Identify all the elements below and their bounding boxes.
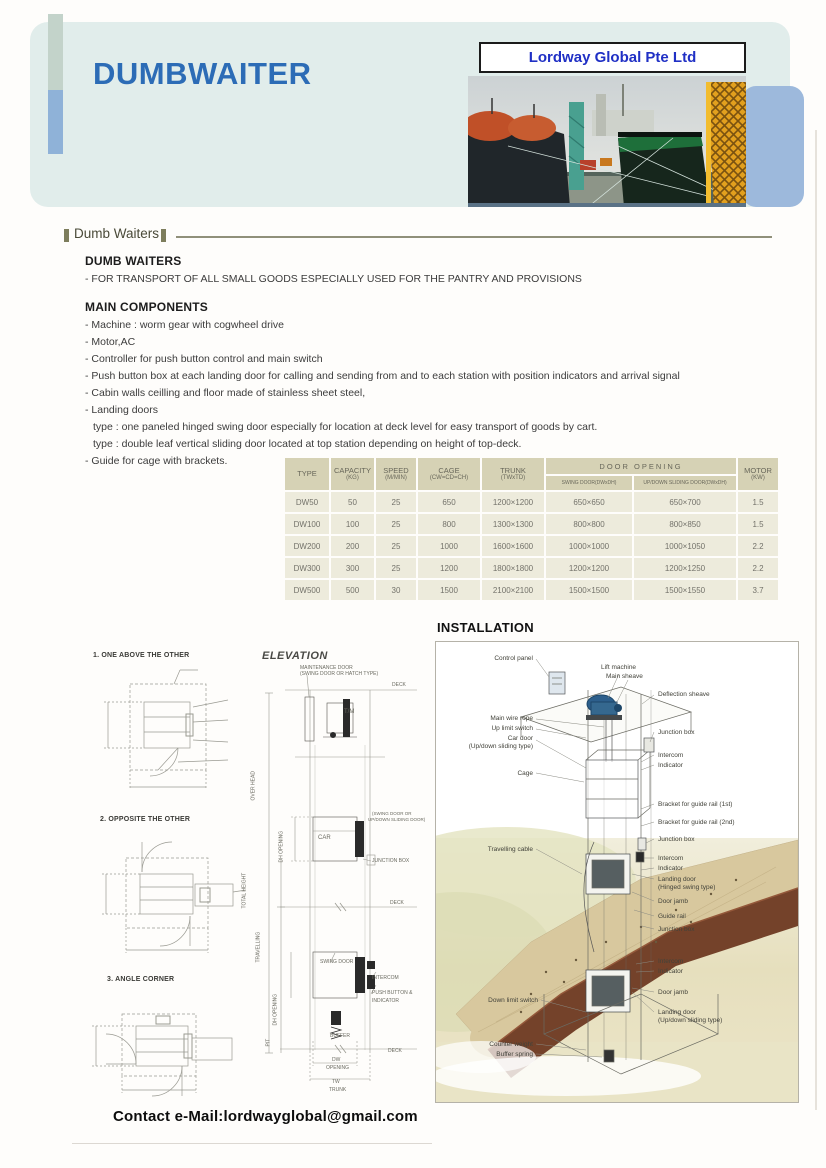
component-item: - Machine : worm gear with cogwheel drive — [85, 319, 284, 331]
elevation-label: TOTAL HEIGHT — [241, 872, 248, 909]
install-label: Bracket for guide rail (1st) — [658, 801, 733, 808]
spec-cell: 650 — [418, 492, 480, 512]
component-item: - Motor,AC — [85, 336, 136, 348]
spec-cell: 1200×1250 — [634, 558, 736, 578]
install-label: Landing door — [658, 876, 696, 883]
install-label: (Hinged swing type) — [658, 884, 716, 891]
spec-cell: 25 — [376, 536, 416, 556]
components-heading: MAIN COMPONENTS — [85, 300, 208, 314]
table-row — [285, 536, 778, 556]
scan-edge-artifact — [815, 130, 817, 1110]
elevation-title: ELEVATION — [262, 650, 328, 662]
elevation-label: OPENING — [326, 1065, 350, 1071]
install-label: Car door — [507, 735, 533, 742]
elevation-label: TRAVELLING — [255, 931, 262, 963]
plan-drawing-one-above — [78, 648, 253, 806]
spec-cell: 1200 — [418, 558, 480, 578]
install-label: Guide rail — [658, 913, 686, 920]
elevation-label: MAINTENANCE DOOR — [300, 665, 353, 671]
elevation-label: (SWING DOOR OR HATCH TYPE) — [300, 671, 379, 677]
spec-cell: 200 — [331, 536, 374, 556]
col-header-type: TYPE — [285, 458, 329, 490]
spec-cell: DW50 — [285, 492, 329, 512]
spec-cell: 2100×2100 — [482, 580, 544, 600]
install-label: Main wire rope — [490, 715, 533, 722]
elevation-label: DH OPENING — [272, 993, 279, 1026]
component-item: type : one paneled hinged swing door especially for location at deck level for easy transport of goods by cart. — [93, 421, 598, 433]
install-label: Intercom — [658, 752, 684, 759]
install-label: Bracket for guide rail (2nd) — [658, 819, 735, 826]
elevation-label: JUNCTION BOX — [372, 858, 410, 864]
elevation-label: INTERCOM — [372, 975, 399, 981]
company-name-box — [479, 42, 746, 73]
spec-cell: 1200×1200 — [546, 558, 632, 578]
plan2-title: 2. OPPOSITE THE OTHER — [100, 816, 191, 823]
table-row — [285, 580, 778, 600]
col-header-capacity: CAPACITY (KG) — [331, 458, 374, 490]
elevation-label: DW — [332, 1057, 341, 1063]
spec-cell: 25 — [376, 492, 416, 512]
install-label: Cage — [517, 770, 533, 777]
spec-cell: 1000×1000 — [546, 536, 632, 556]
spec-cell: 1500 — [418, 580, 480, 600]
spec-cell: DW500 — [285, 580, 329, 600]
plan-drawing-opposite — [78, 812, 253, 962]
bottom-rule — [72, 1143, 432, 1144]
harbour-photo — [468, 76, 746, 207]
component-item: - Push button box at each landing door for calling and sending from and to each station with position indicators and arrival signal — [85, 370, 680, 382]
page-title: DUMBWAITER — [93, 56, 312, 91]
install-label: Main sheave — [606, 673, 643, 680]
spec-cell: DW200 — [285, 536, 329, 556]
spec-cell: 300 — [331, 558, 374, 578]
install-label: Junction box — [658, 729, 695, 736]
elevation-label: PIT — [265, 1038, 272, 1047]
elevation-label: CAR — [318, 835, 331, 841]
component-item: - Controller for push button control and main switch — [85, 353, 323, 365]
elevation-label: DECK — [390, 900, 404, 906]
section-tag: Dumb Waiters — [74, 226, 160, 241]
elevation-label: BUFFER — [330, 1033, 350, 1039]
col-header-motor: MOTOR (KW) — [738, 458, 778, 490]
elevation-drawing — [241, 645, 435, 1100]
intro-heading: DUMB WAITERS — [85, 254, 182, 268]
elevation-label: DECK — [388, 1048, 402, 1054]
spec-cell: 1800×1800 — [482, 558, 544, 578]
elevation-label: T/M — [344, 709, 355, 715]
company-name: Lordway Global Pte Ltd — [528, 49, 697, 66]
elevation-label: (SWING DOOR OR — [372, 811, 412, 816]
installation-art — [436, 642, 798, 1102]
install-label: Counter weight — [489, 1041, 533, 1048]
spec-cell: 500 — [331, 580, 374, 600]
install-label: Indicator — [658, 968, 683, 975]
install-label: Buffer spring — [496, 1051, 533, 1058]
spec-cell: 1600×1600 — [482, 536, 544, 556]
install-label: Intercom — [658, 855, 684, 862]
install-label: Lift machine — [601, 664, 637, 671]
install-label: Deflection sheave — [658, 691, 710, 698]
spec-cell: 2.2 — [738, 536, 778, 556]
elevation-label: PUSH BUTTON & — [372, 990, 413, 996]
elevation-label: OVER HEAD — [250, 771, 257, 801]
spec-cell: 650×650 — [546, 492, 632, 512]
spec-cell: 1000 — [418, 536, 480, 556]
install-label: (Up/down sliding type) — [658, 1017, 723, 1024]
install-label: Indicator — [658, 865, 683, 872]
elevation-label: TRUNK — [329, 1087, 347, 1093]
col-header-door-opening: DOOR OPENING — [546, 458, 736, 474]
plan1-diagram — [78, 662, 253, 806]
spec-cell: 800×850 — [634, 514, 736, 534]
plan3-diagram — [78, 986, 253, 1104]
spec-cell: DW100 — [285, 514, 329, 534]
spec-cell: 1500×1550 — [634, 580, 736, 600]
component-item: type : double leaf vertical sliding door located at top station depending on height of top-deck. — [93, 438, 522, 450]
spec-cell: 25 — [376, 558, 416, 578]
elevation-label: UP/DOWN SLIDING DOOR) — [368, 817, 426, 822]
install-label: Landing door — [658, 1009, 696, 1016]
spec-cell: 1300×1300 — [482, 514, 544, 534]
spec-cell: 800×800 — [546, 514, 632, 534]
spec-cell: 3.7 — [738, 580, 778, 600]
elevation-label: TW — [332, 1079, 340, 1085]
accent-bar-blue — [48, 90, 63, 154]
component-item: - Guide for cage with brackets. — [85, 455, 228, 467]
spec-cell: 1.5 — [738, 492, 778, 512]
intro-description: - FOR TRANSPORT OF ALL SMALL GOODS ESPECIALLY USED FOR THE PANTRY AND PROVISIONS — [85, 273, 582, 285]
col-header-cage: CAGE (CW=CD=CH) — [418, 458, 480, 490]
install-label: Indicator — [658, 762, 683, 769]
spec-cell: 1200×1200 — [482, 492, 544, 512]
spec-cell: 50 — [331, 492, 374, 512]
install-label: Door jamb — [658, 989, 688, 996]
install-label: Down limit switch — [488, 997, 538, 1004]
elevation-label: DH OPENING — [278, 830, 285, 863]
tag-bar-right — [161, 229, 166, 242]
spec-cell: 650×700 — [634, 492, 736, 512]
install-label: Travelling cable — [487, 846, 533, 853]
tag-bar-left — [64, 229, 69, 242]
table-row — [285, 514, 778, 534]
spec-cell: 800 — [418, 514, 480, 534]
section-rule — [176, 236, 772, 238]
install-label: (Up/down sliding type) — [468, 743, 533, 750]
plan1-title: 1. ONE ABOVE THE OTHER — [93, 652, 190, 659]
install-label: Junction box — [658, 926, 695, 933]
plan-drawing-angle-corner — [78, 972, 253, 1104]
installation-diagram — [435, 641, 799, 1103]
elevation-label: SWING DOOR — [320, 959, 354, 965]
install-label: Up limit switch — [491, 725, 533, 732]
elevation-label: DECK — [392, 682, 406, 688]
plan2-diagram — [78, 826, 253, 962]
install-label: Door jamb — [658, 898, 688, 905]
spec-cell: 25 — [376, 514, 416, 534]
spec-cell: 1500×1500 — [546, 580, 632, 600]
col-header-sliding-door: UP/DOWN SLIDING DOOR(DWxDH) — [634, 476, 736, 490]
spec-cell: 100 — [331, 514, 374, 534]
contact-email: Contact e-Mail:lordwayglobal@gmail.com — [113, 1108, 418, 1125]
install-label: Control panel — [494, 655, 533, 662]
elevation-label: INDICATOR — [372, 998, 400, 1004]
install-label: Intercom — [658, 958, 684, 965]
table-row — [285, 558, 778, 578]
spec-cell: 1.5 — [738, 514, 778, 534]
component-item: - Cabin walls ceilling and floor made of stainless sheet steel, — [85, 387, 366, 399]
table-row — [285, 492, 778, 512]
plan3-title: 3. ANGLE CORNER — [107, 976, 175, 983]
col-header-trunk: TRUNK (TWxTD) — [482, 458, 544, 490]
header-accent-rect — [742, 86, 804, 207]
spec-table — [283, 456, 780, 602]
spec-cell: 2.2 — [738, 558, 778, 578]
col-header-speed: SPEED (M/MIN) — [376, 458, 416, 490]
col-header-swing-door: SWING DOOR(DWxDH) — [546, 476, 632, 490]
spec-cell: 30 — [376, 580, 416, 600]
spec-cell: 1000×1050 — [634, 536, 736, 556]
installation-heading: INSTALLATION — [437, 620, 534, 635]
spec-cell: DW300 — [285, 558, 329, 578]
component-item: - Landing doors — [85, 404, 158, 416]
install-label: Junction box — [658, 836, 695, 843]
